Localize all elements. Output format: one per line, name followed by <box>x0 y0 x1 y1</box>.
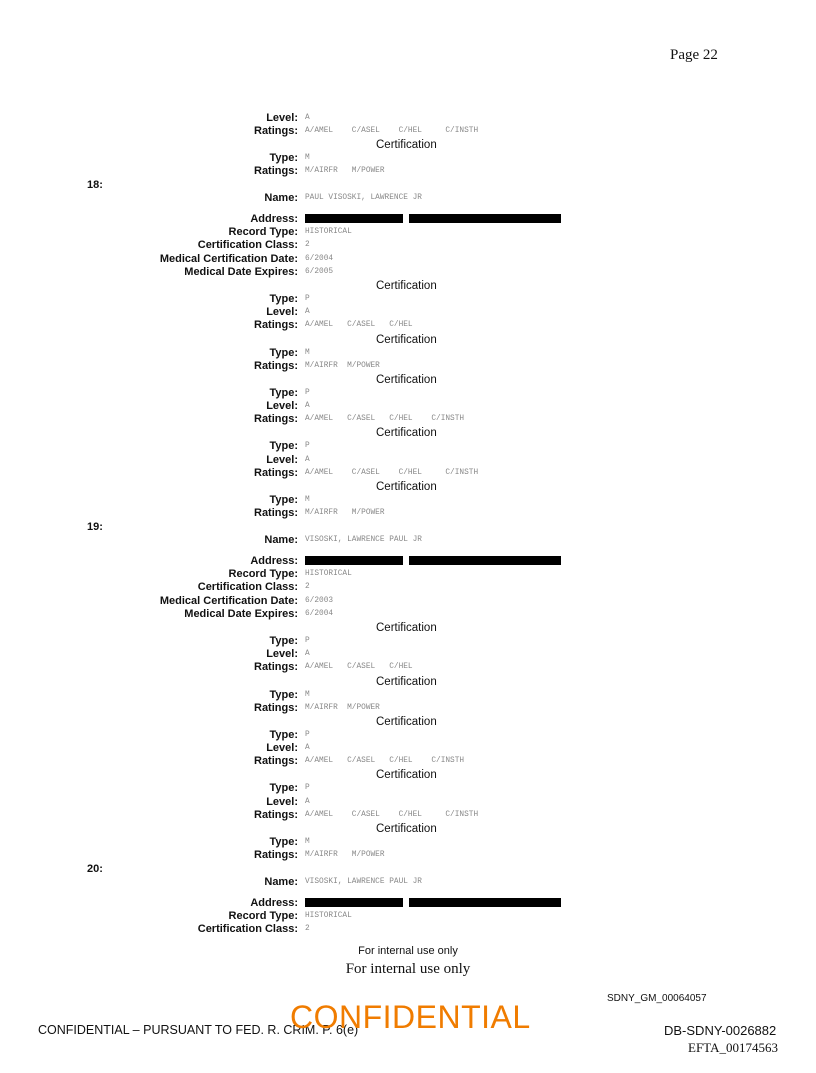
ratings-label: Ratings: <box>254 125 298 137</box>
cert-class-label: Certification Class: <box>197 239 298 251</box>
type-label: Type: <box>269 689 298 701</box>
certification-heading: Certification <box>376 427 437 439</box>
ratings-label: Ratings: <box>254 661 298 673</box>
type-label: Type: <box>269 729 298 741</box>
name-value: PAUL VISOSKI, LAWRENCE JR <box>305 194 422 202</box>
ratings-value: A/AMEL C/ASEL C/HEL C/INSTH <box>305 127 479 135</box>
address-label: Address: <box>250 897 298 909</box>
type-value: M <box>305 838 310 846</box>
type-value: M <box>305 349 310 357</box>
type-value: P <box>305 637 310 645</box>
confidential-stamp: CONFIDENTIAL <box>290 999 531 1035</box>
record-type-label: Record Type: <box>228 226 298 238</box>
address-redaction <box>409 214 561 223</box>
type-value: M <box>305 691 310 699</box>
type-label: Type: <box>269 152 298 164</box>
level-value: A <box>305 744 310 752</box>
medical-expires-value: 6/2004 <box>305 610 334 618</box>
record-type-label: Record Type: <box>228 568 298 580</box>
address-redaction <box>305 214 403 223</box>
internal-use-note-large: For internal use only <box>345 961 471 977</box>
ratings-label: Ratings: <box>254 809 298 821</box>
type-label: Type: <box>269 440 298 452</box>
page-number: Page 22 <box>670 47 718 63</box>
cert-class-value: 2 <box>305 925 310 933</box>
ratings-label: Ratings: <box>254 319 298 331</box>
ratings-value: A/AMEL C/ASEL C/HEL <box>305 663 413 671</box>
ratings-label: Ratings: <box>254 702 298 714</box>
level-value: A <box>305 114 310 122</box>
record-type-value: HISTORICAL <box>305 228 352 236</box>
address-label: Address: <box>250 555 298 567</box>
cert-class-value: 2 <box>305 241 310 249</box>
certification-heading: Certification <box>376 334 437 346</box>
level-value: A <box>305 798 310 806</box>
ratings-value: M/AIRFR M/POWER <box>305 509 385 517</box>
level-label: Level: <box>266 112 298 124</box>
bates-number-db: DB-SDNY-0026882 <box>664 1023 777 1038</box>
ratings-value: A/AMEL C/ASEL C/HEL C/INSTH <box>305 415 465 423</box>
type-label: Type: <box>269 347 298 359</box>
ratings-label: Ratings: <box>254 413 298 425</box>
ratings-value: A/AMEL C/ASEL C/HEL C/INSTH <box>305 811 479 819</box>
confidential-legend: CONFIDENTIAL – PURSUANT TO FED. R. CRIM. P. 6(e) <box>38 1023 359 1037</box>
name-value: VISOSKI, LAWRENCE PAUL JR <box>305 536 422 544</box>
certification-heading: Certification <box>376 676 437 688</box>
certification-heading: Certification <box>376 769 437 781</box>
ratings-value: A/AMEL C/ASEL C/HEL C/INSTH <box>305 469 479 477</box>
record-number: 20: <box>87 863 103 875</box>
address-redaction <box>409 898 561 907</box>
certification-heading: Certification <box>376 481 437 493</box>
medical-cert-date-value: 6/2004 <box>305 255 334 263</box>
type-label: Type: <box>269 635 298 647</box>
name-label: Name: <box>264 192 298 204</box>
level-value: A <box>305 402 310 410</box>
type-label: Type: <box>269 293 298 305</box>
level-value: A <box>305 456 310 464</box>
ratings-label: Ratings: <box>254 467 298 479</box>
certification-heading: Certification <box>376 139 437 151</box>
certification-heading: Certification <box>376 622 437 634</box>
name-label: Name: <box>264 876 298 888</box>
type-label: Type: <box>269 782 298 794</box>
ratings-label: Ratings: <box>254 849 298 861</box>
type-label: Type: <box>269 836 298 848</box>
address-redaction <box>305 556 403 565</box>
certification-heading: Certification <box>376 374 437 386</box>
record-type-value: HISTORICAL <box>305 570 352 578</box>
type-value: P <box>305 784 310 792</box>
type-value: P <box>305 389 310 397</box>
cert-class-label: Certification Class: <box>197 581 298 593</box>
ratings-label: Ratings: <box>254 165 298 177</box>
efta-number: EFTA_00174563 <box>688 1040 778 1055</box>
medical-expires-value: 6/2005 <box>305 268 334 276</box>
address-redaction <box>305 898 403 907</box>
name-label: Name: <box>264 534 298 546</box>
level-label: Level: <box>266 742 298 754</box>
address-label: Address: <box>250 213 298 225</box>
ratings-value: M/AIRFR M/POWER <box>305 851 385 859</box>
type-value: M <box>305 496 310 504</box>
record-type-label: Record Type: <box>228 910 298 922</box>
ratings-label: Ratings: <box>254 507 298 519</box>
level-label: Level: <box>266 454 298 466</box>
cert-class-value: 2 <box>305 583 310 591</box>
level-label: Level: <box>266 306 298 318</box>
address-redaction <box>409 556 561 565</box>
type-value: P <box>305 295 310 303</box>
type-label: Type: <box>269 387 298 399</box>
ratings-value: M/AIRFR M/POWER <box>305 704 380 712</box>
type-label: Type: <box>269 494 298 506</box>
certification-heading: Certification <box>376 823 437 835</box>
ratings-value: A/AMEL C/ASEL C/HEL <box>305 321 413 329</box>
type-value: P <box>305 731 310 739</box>
type-value: M <box>305 154 310 162</box>
medical-cert-date-label: Medical Certification Date: <box>159 253 298 265</box>
level-value: A <box>305 308 310 316</box>
record-number: 19: <box>87 521 103 533</box>
record-type-value: HISTORICAL <box>305 912 352 920</box>
medical-expires-label: Medical Date Expires: <box>184 608 298 620</box>
cert-class-label: Certification Class: <box>197 923 298 935</box>
certification-heading: Certification <box>376 280 437 292</box>
bates-number-gm: SDNY_GM_00064057 <box>607 993 707 1004</box>
ratings-value: A/AMEL C/ASEL C/HEL C/INSTH <box>305 757 465 765</box>
ratings-label: Ratings: <box>254 360 298 372</box>
medical-expires-label: Medical Date Expires: <box>184 266 298 278</box>
name-value: VISOSKI, LAWRENCE PAUL JR <box>305 878 422 886</box>
level-label: Level: <box>266 400 298 412</box>
medical-cert-date-value: 6/2003 <box>305 597 334 605</box>
level-value: A <box>305 650 310 658</box>
internal-use-note: For internal use only <box>358 945 458 957</box>
level-label: Level: <box>266 648 298 660</box>
ratings-value: M/AIRFR M/POWER <box>305 167 385 175</box>
ratings-value: M/AIRFR M/POWER <box>305 362 380 370</box>
record-number: 18: <box>87 179 103 191</box>
medical-cert-date-label: Medical Certification Date: <box>159 595 298 607</box>
type-value: P <box>305 442 310 450</box>
ratings-label: Ratings: <box>254 755 298 767</box>
certification-heading: Certification <box>376 716 437 728</box>
level-label: Level: <box>266 796 298 808</box>
